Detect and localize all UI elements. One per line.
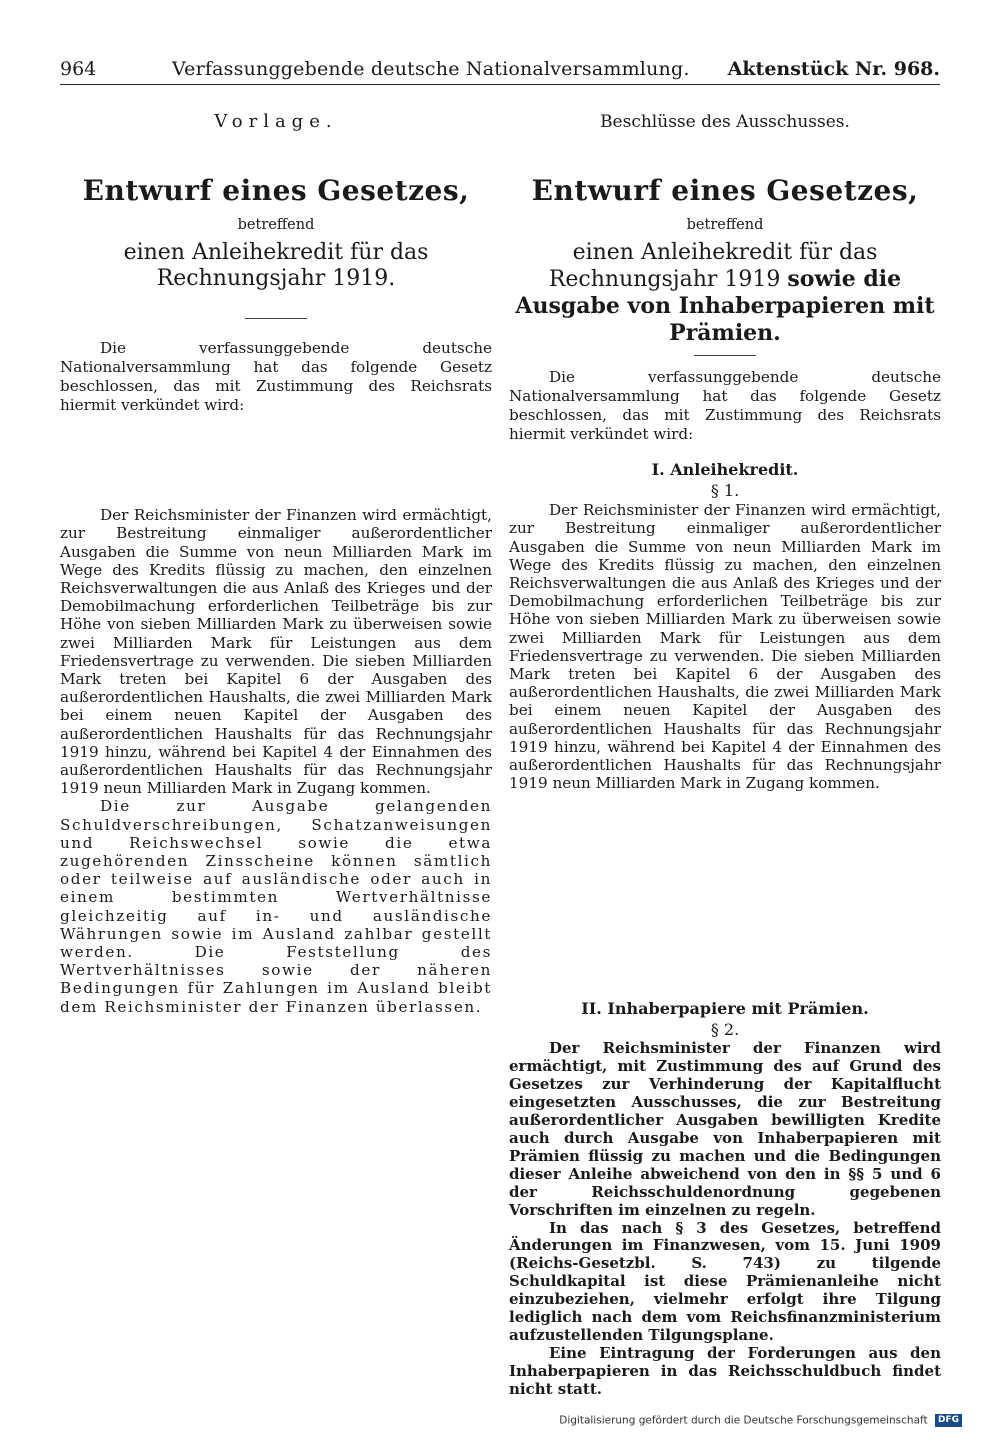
right-paragraph-1: Der Reichsminister der Finanzen wird ermächtigt, zur Bestreitung einmaliger außerordentlicher Ausgaben die Summe von neun Milliarden Mark im Wege des Kredits flüssig zu machen, den einzelnen Reichsverwaltungen die aus Anlaß des Krieges und der Demobilmachung erforderlichen Teilbeträge bis zur Höhe von sieben Milliarden Mark zu überweisen sowie zwei Milliarden Mark für Leistungen aus dem Friedensvertrage zu verwenden. Die sieben Milliarden Mark treten bei Kapitel 6 der Ausgaben des außerordentlichen Haushalts, die zwei Milliarden Mark bei einem neuen Kapitel der Ausgaben des außerordentlichen Haushalts für das Rechnungsjahr 1919 hinzu, während bei Kapitel 4 der Einnahmen des außerordentlichen Haushalts für das Rechnungsjahr 1919 neun Milliarden Mark in Zugang kommen.: [509, 501, 941, 793]
right-law-subject: [509, 240, 941, 347]
right-subject-original: einen Anleihekredit für das Rechnungsjahr 1919: [548, 240, 878, 292]
section-1-sign: § 1.: [710, 481, 740, 501]
right-paragraph-2a: Der Reichsminister der Finanzen wird ermächtigt, mit Zustimmung des auf Grund des Gesetzes zur Verhinderung der Kapitalflucht eingesetzten Ausschusses, die zur Bestreitung außerordentlicher Ausgaben bewilligten Kredite auch durch Ausgabe von Inhaberpapieren mit Prämien flüssig zu machen und die Bedingungen dieser Anleihe abweichend von den in §§ 5 und 6 der Reichsschuldenordnung gegebenen Vorschriften im einzelnen zu regeln.: [509, 1039, 941, 1219]
section-2-heading: II. Inhaberpapiere mit Prämien.: [581, 999, 869, 1019]
page-number: 964: [60, 58, 97, 80]
right-enactment-clause: Die verfassunggebende deutsche Nationalversammlung hat das folgende Gesetz beschlossen, das mit Zustimmung des Reichsrats hiermit verkündet wird:: [509, 368, 941, 443]
right-paragraph-2b: In das nach § 3 des Gesetzes, betreffend Änderungen im Finanzwesen, vom 15. Juni 1909 (Reichs-Gesetzbl. S. 743) zu tilgende Schuldkapital ist diese Prämienanleihe nicht einzubeziehen, vielmehr erfolgt ihre Tilgung lediglich nach dem vom Reichsfinanzministerium aufzustellenden Tilgungsplane.: [509, 1218, 941, 1344]
section-2-sign: § 2.: [710, 1020, 740, 1040]
left-title-rule: [245, 318, 307, 319]
right-subject-amendment: sowie die Ausgabe von Inhaberpapieren mit Prämien.: [515, 266, 935, 346]
right-title-rule: [694, 355, 756, 356]
header-rule: [60, 84, 940, 85]
left-paragraph-1: Der Reichsminister der Finanzen wird ermächtigt, zur Bestreitung einmaliger außerordentlicher Ausgaben die Summe von neun Milliarden Mark im Wege des Kredits flüssig zu machen, den einzelnen Reichsverwaltungen die aus Anlaß des Krieges und der Demobilmachung erforderlichen Teilbeträge bis zur Höhe von sieben Milliarden Mark zu überweisen sowie zwei Milliarden Mark für Leistungen aus dem Friedensvertrage zu verwenden. Die sieben Milliarden Mark treten bei Kapitel 6 der Ausgaben des außerordentlichen Haushalts, die zwei Milliarden Mark bei einem neuen Kapitel der Ausgaben des außerordentlichen Haushalts für das Rechnungsjahr 1919 hinzu, während bei Kapitel 4 der Einnahmen des außerordentlichen Haushalts für das Rechnungsjahr 1919 neun Milliarden Mark in Zugang kommen.: [60, 506, 492, 798]
right-column: [509, 110, 941, 1399]
left-enactment-clause: Die verfassunggebende deutsche Nationalversammlung hat das folgende Gesetz beschlossen, das mit Zustimmung des Reichsrats hiermit verkündet wird:: [60, 339, 492, 414]
left-betreffend: betreffend: [237, 217, 315, 233]
section-1-heading: I. Anleihekredit.: [651, 460, 799, 480]
right-spacer: [509, 792, 941, 982]
footer-note-text: Digitalisierung gefördert durch die Deutsche Forschungsgemeinschaft: [559, 1414, 928, 1427]
right-law-title: Entwurf eines Gesetzes,: [531, 174, 919, 207]
left-spacer: [60, 430, 492, 506]
right-column-heading: Beschlüsse des Ausschusses.: [600, 112, 850, 132]
digitization-footer: [559, 1414, 962, 1427]
left-law-subject: einen Anleihekredit für das Rechnungsjahr 1919.: [123, 240, 429, 291]
right-betreffend: betreffend: [686, 217, 764, 233]
left-column-heading: Vorlage.: [214, 111, 338, 132]
dfg-logo: DFG: [935, 1414, 962, 1427]
running-title: Verfassunggebende deutsche Nationalversammlung.: [172, 58, 690, 80]
left-column: [60, 110, 492, 1016]
right-paragraph-2c: Eine Eintragung der Forderungen aus den Inhaberpapieren in das Reichsschuldbuch findet nicht statt.: [509, 1343, 941, 1398]
running-header: [60, 58, 940, 84]
document-number: Aktenstück Nr. 968.: [727, 58, 940, 80]
left-paragraph-2: Die zur Ausgabe gelangenden Schuldverschreibungen, Schatzanweisungen und Reichswechsel sowie die etwa zugehörenden Zinsscheine können sämtlich oder teilweise auf ausländische oder auch in einem bestimmten Wertverhältnisse gleichzeitig auf in- und ausländische Währungen sowie im Ausland zahlbar gestellt werden. Die Feststellung des Wertverhältnisses sowie der näheren Bedingungen für Zahlungen im Ausland bleibt dem Reichsminister der Finanzen überlassen.: [60, 797, 492, 1016]
left-law-title: Entwurf eines Gesetzes,: [82, 174, 470, 207]
